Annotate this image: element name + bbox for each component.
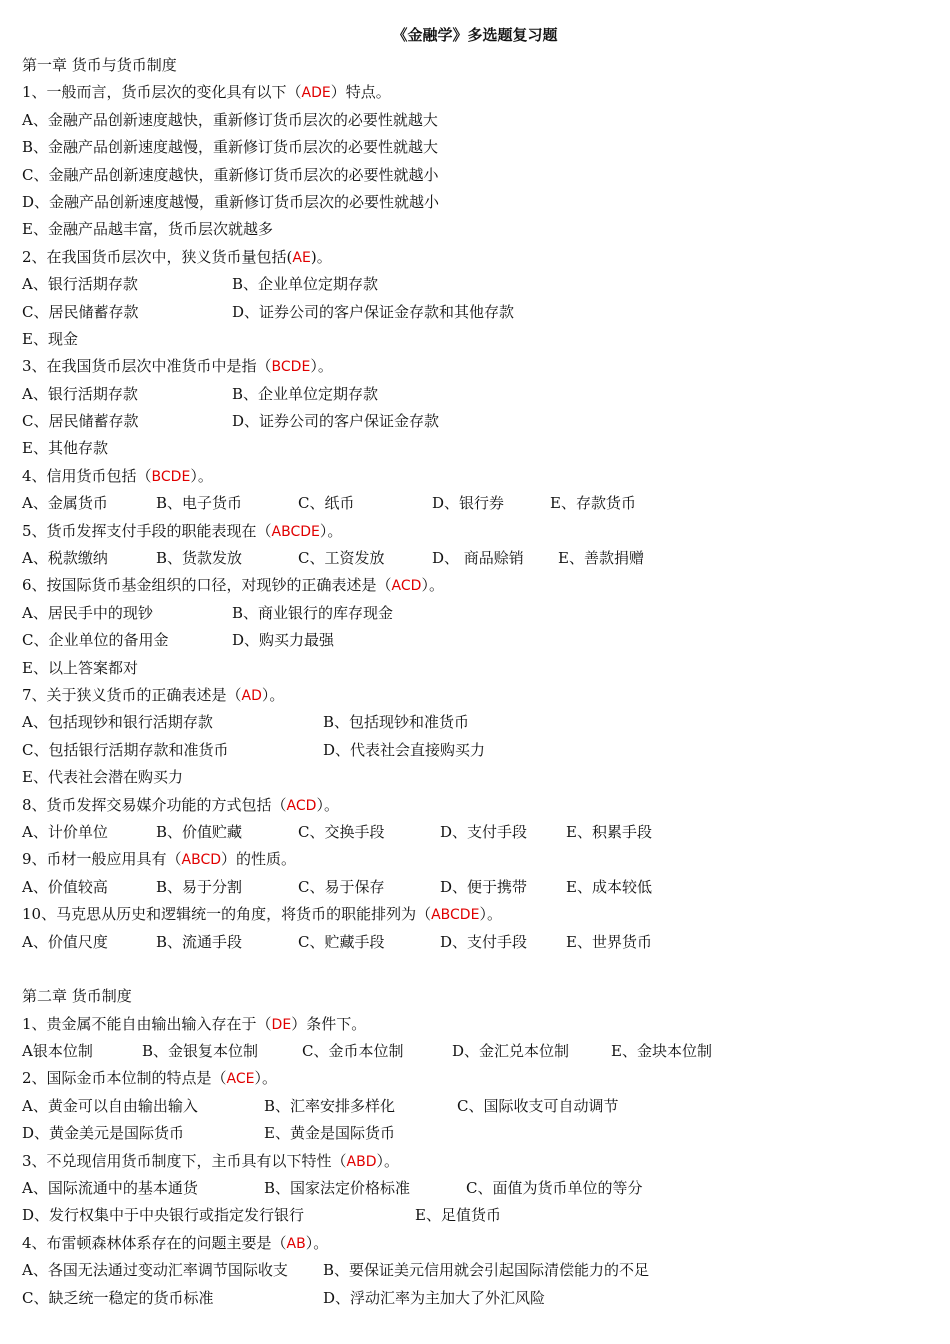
option-e: E、积累手段 [566, 822, 652, 841]
answer-key: DE [271, 1016, 292, 1033]
answer-key: ACE [226, 1071, 255, 1088]
option-c: C、易于保存 [298, 877, 385, 896]
question-text-end: ）条件下。 [291, 1014, 367, 1033]
answer-key: ABCD [181, 852, 222, 869]
question-text-end: ）。 [376, 1151, 400, 1170]
option-b: B、电子货币 [156, 494, 243, 513]
answer-key: AB [286, 1235, 306, 1252]
question-text: 8、货币发挥交易媒介功能的方式包括（ [22, 795, 287, 814]
question-text: 5、货币发挥支付手段的职能表现在（ [22, 521, 272, 540]
answer-key: ABCDE [431, 907, 480, 924]
option-e: E、世界货币 [566, 932, 652, 951]
question-text: 1、贵金属不能自由输出输入存在于（ [22, 1014, 272, 1033]
question-text: 7、关于狭义货币的正确表述是（ [22, 685, 242, 704]
question-stem [22, 463, 932, 490]
document-body [22, 52, 932, 1312]
question-text: 4、信用货币包括（ [22, 466, 152, 485]
question-text-end: )。 [310, 247, 332, 266]
option-a: A、价值尺度 [22, 932, 108, 951]
option-a: A、金属货币 [22, 494, 108, 513]
question-text: 2、国际金币本位制的特点是（ [22, 1069, 227, 1088]
option-c: C、交换手段 [298, 822, 385, 841]
question-text: 4、布雷顿森林体系存在的问题主要是（ [22, 1233, 287, 1252]
answer-key: ADE [301, 85, 331, 102]
answer-key: ABCDE [271, 523, 320, 540]
question-text: 6、按国际货币基金组织的口径，对现钞的正确表述是（ [22, 576, 392, 595]
question-stem [22, 682, 932, 709]
option-a: A、计价单位 [22, 822, 108, 841]
option-d: D、支付手段 [440, 822, 528, 841]
option-row [22, 1202, 932, 1229]
option-c: C、缺乏统一稳定的货币标准 [22, 1288, 214, 1307]
question-stem [22, 1148, 932, 1175]
option-a: A、税款缴纳 [22, 549, 108, 568]
option-b: B、金融产品创新速度越慢，重新修订货币层次的必要性就越大 [22, 138, 439, 157]
question-text-end: ）。 [316, 795, 339, 814]
option-row [22, 1093, 932, 1120]
question-stem [22, 846, 932, 873]
option-row [22, 1120, 932, 1147]
question-text: 2、在我国货币层次中，狭义货币量包括( [22, 247, 293, 266]
option-a: A、银行活期存款 [22, 275, 138, 294]
answer-key: AE [292, 249, 311, 266]
option-d: D、发行权集中于中央银行或指定发行银行 [22, 1206, 305, 1225]
option-b: B、企业单位定期存款 [232, 275, 379, 294]
option-c: C、金币本位制 [302, 1042, 404, 1061]
question-stem [22, 572, 932, 599]
section-gap [22, 956, 932, 983]
option-d: D、支付手段 [440, 932, 528, 951]
option-row [22, 600, 932, 627]
option-d: D、代表社会直接购买力 [323, 740, 486, 759]
option-c: C、工资发放 [298, 549, 385, 568]
answer-key: ACD [286, 797, 317, 814]
option-d: D、金融产品创新速度越慢，重新修订货币层次的必要性就越小 [22, 192, 440, 211]
option-row [22, 299, 932, 326]
option-d: D、银行券 [432, 494, 505, 513]
option-d: D、证券公司的客户保证金存款 [232, 412, 440, 431]
question-text-end: ）特点。 [330, 83, 391, 102]
option-a: A、各国无法通过变动汇率调节国际收支 [22, 1261, 288, 1280]
option-b: B、易于分割 [156, 877, 243, 896]
chapter-2-heading: 第二章 货币制度 [22, 987, 132, 1006]
answer-key: BCDE [271, 359, 311, 376]
chapter-1-heading: 第一章 货币与货币制度 [22, 56, 177, 74]
option-row [22, 819, 932, 846]
question-text-end: ）。 [190, 466, 213, 485]
option-e: E、足值货币 [415, 1206, 501, 1225]
option-row [22, 737, 932, 764]
question-stem [22, 518, 932, 545]
option-c: C、纸币 [298, 494, 355, 513]
question-text: 10、马克思从历史和逻辑统一的角度，将货币的职能排列为（ [22, 905, 432, 924]
option-c: C、国际收支可自动调节 [457, 1096, 619, 1115]
option-b: B、汇率安排多样化 [264, 1096, 396, 1115]
option-e: E、现金 [22, 329, 78, 348]
option-row [22, 1038, 932, 1065]
answer-key: ACD [391, 578, 422, 595]
option-row [22, 627, 932, 654]
option-b: B、流通手段 [156, 932, 243, 951]
option-row [22, 381, 932, 408]
question-text-end: ）。 [310, 357, 333, 376]
option-b: B、国家法定价格标准 [264, 1179, 411, 1198]
question-stem [22, 79, 932, 106]
option-a: A、包括现钞和银行活期存款 [22, 713, 213, 732]
option-row [22, 1257, 932, 1284]
question-text: 9、币材一般应用具有（ [22, 850, 182, 869]
question-text-end: ）。 [254, 1069, 278, 1088]
option-e: E、代表社会潜在购买力 [22, 768, 183, 787]
question-stem [22, 1230, 932, 1257]
option-row [22, 1285, 932, 1312]
option-c: C、包括银行活期存款和准货币 [22, 740, 229, 759]
option-d: D、便于携带 [440, 877, 528, 896]
option-row [22, 874, 932, 901]
option-e: E、善款捐赠 [558, 549, 644, 568]
option-e: E、存款货币 [550, 494, 636, 513]
option-e: E、金块本位制 [611, 1042, 712, 1061]
option-row [22, 408, 932, 435]
option-b: B、金银复本位制 [142, 1042, 259, 1061]
option-b: B、包括现钞和准货币 [323, 713, 470, 732]
option-d: D、证券公司的客户保证金存款和其他存款 [232, 302, 515, 321]
option-row [22, 545, 932, 572]
option-d: D、金汇兑本位制 [452, 1042, 570, 1061]
option-c: C、居民储蓄存款 [22, 412, 139, 431]
answer-key: BCDE [151, 468, 191, 485]
question-stem [22, 1065, 932, 1092]
option-d: D、购买力最强 [232, 631, 335, 650]
option-c: C、企业单位的备用金 [22, 631, 169, 650]
question-text-end: ）。 [421, 576, 444, 595]
option-row [22, 929, 932, 956]
option-c: C、金融产品创新速度越快，重新修订货币层次的必要性就越小 [22, 165, 439, 184]
answer-key: ABD [346, 1153, 377, 1170]
option-row [22, 271, 932, 298]
option-a: A银本位制 [22, 1042, 93, 1061]
option-d: D、 商品赊销 [432, 549, 524, 568]
option-d: D、浮动汇率为主加大了外汇风险 [323, 1288, 546, 1307]
question-stem [22, 244, 932, 271]
option-a: A、居民手中的现钞 [22, 603, 153, 622]
option-b: B、商业银行的库存现金 [232, 603, 394, 622]
document-title: 《金融学》多选题复习题 [392, 26, 558, 44]
option-a: A、银行活期存款 [22, 384, 138, 403]
option-e: E、金融产品越丰富，货币层次就越多 [22, 220, 273, 239]
question-text-end: ）。 [319, 521, 343, 540]
option-b: B、价值贮藏 [156, 822, 243, 841]
question-stem [22, 1011, 932, 1038]
option-a: A、价值较高 [22, 877, 108, 896]
option-e: E、以上答案都对 [22, 658, 138, 677]
option-d: D、黄金美元是国际货币 [22, 1124, 185, 1143]
option-row [22, 1175, 932, 1202]
option-a: A、金融产品创新速度越快，重新修订货币层次的必要性就越大 [22, 110, 438, 129]
option-c: C、贮藏手段 [298, 932, 385, 951]
question-text: 3、在我国货币层次中准货币中是指（ [22, 357, 272, 376]
question-text-end: ）。 [305, 1233, 329, 1252]
option-c: C、面值为货币单位的等分 [466, 1179, 643, 1198]
option-c: C、居民储蓄存款 [22, 302, 139, 321]
question-text: 3、不兑现信用货币制度下，主币具有以下特性（ [22, 1151, 347, 1170]
answer-key: AD [241, 687, 262, 704]
question-stem [22, 353, 932, 380]
option-row [22, 709, 932, 736]
question-text-end: ）。 [479, 905, 502, 924]
question-text: 1、一般而言，货币层次的变化具有以下（ [22, 83, 302, 102]
option-b: B、企业单位定期存款 [232, 384, 379, 403]
option-b: B、要保证美元信用就会引起国际清偿能力的不足 [323, 1261, 650, 1280]
question-text-end: ）的性质。 [221, 850, 297, 869]
question-text-end: ）。 [261, 685, 285, 704]
option-row [22, 490, 932, 517]
option-a: A、国际流通中的基本通货 [22, 1179, 198, 1198]
option-b: B、货款发放 [156, 549, 243, 568]
question-stem [22, 901, 932, 928]
option-e: E、黄金是国际货币 [264, 1124, 395, 1143]
option-e: E、其他存款 [22, 439, 108, 458]
option-a: A、黄金可以自由输出输入 [22, 1096, 198, 1115]
question-stem [22, 792, 932, 819]
option-e: E、成本较低 [566, 877, 652, 896]
